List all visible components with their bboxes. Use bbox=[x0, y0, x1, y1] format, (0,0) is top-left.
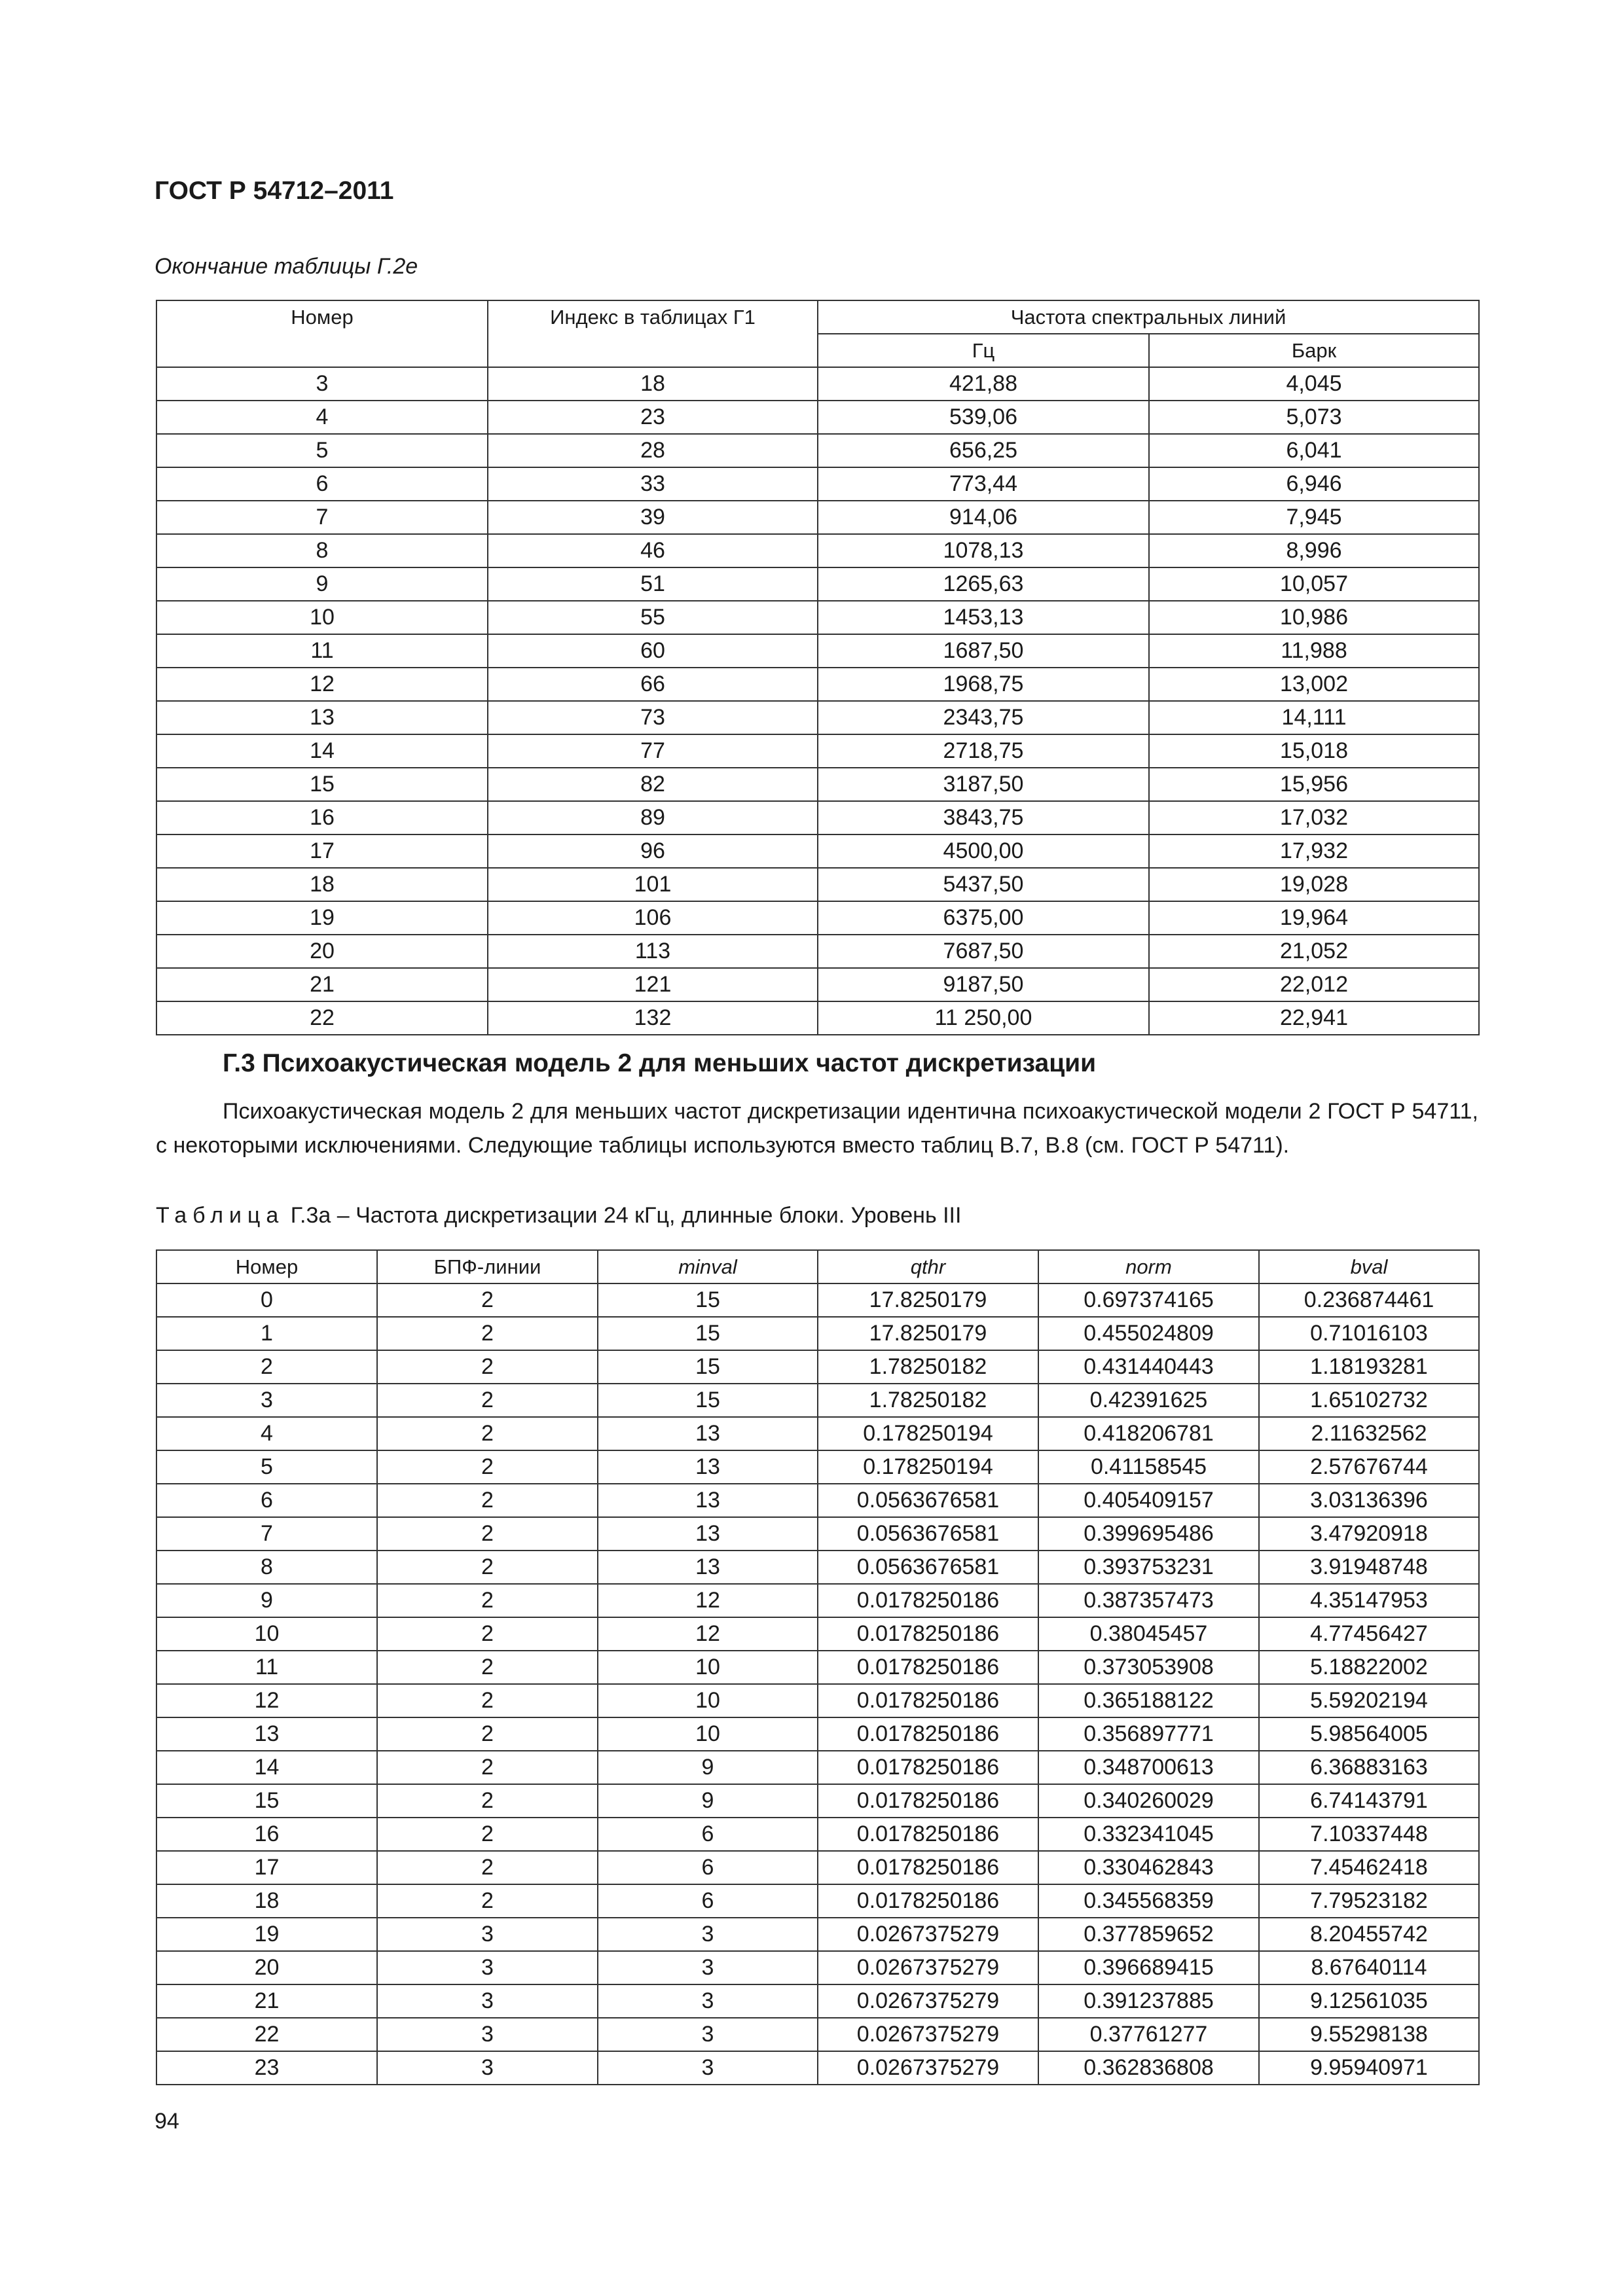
table-cell: 5.59202194 bbox=[1259, 1684, 1479, 1717]
table-cell: 73 bbox=[488, 701, 818, 734]
table-cell: 0.0563676581 bbox=[818, 1484, 1038, 1517]
table-cell: 77 bbox=[488, 734, 818, 768]
table-cell: 12 bbox=[156, 668, 488, 701]
table-cell: 9 bbox=[598, 1751, 818, 1784]
table-cell: 13 bbox=[598, 1450, 818, 1484]
table-cell: 1 bbox=[156, 1317, 377, 1350]
table-cell: 0.0563676581 bbox=[818, 1551, 1038, 1584]
table-cell: 1.65102732 bbox=[1259, 1384, 1479, 1417]
table-cell: 0.348700613 bbox=[1038, 1751, 1259, 1784]
table-cell: 5.98564005 bbox=[1259, 1717, 1479, 1751]
table-cell: 8 bbox=[156, 534, 488, 567]
table-row bbox=[156, 1317, 1479, 1350]
table-row bbox=[156, 801, 1479, 834]
table-continuation-label: Окончание таблицы Г.2е bbox=[155, 254, 418, 279]
document-id: ГОСТ Р 54712–2011 bbox=[155, 177, 394, 205]
table-cell: 17.8250179 bbox=[818, 1283, 1038, 1317]
table-cell: 13 bbox=[598, 1484, 818, 1517]
table-cell: 3.47920918 bbox=[1259, 1517, 1479, 1551]
table-cell: 4.35147953 bbox=[1259, 1584, 1479, 1617]
table-row bbox=[156, 701, 1479, 734]
table-cell: 7,945 bbox=[1149, 501, 1479, 534]
table-cell: 3 bbox=[598, 1918, 818, 1951]
table-row bbox=[156, 1951, 1479, 1984]
table-cell: 1.78250182 bbox=[818, 1350, 1038, 1384]
table-row bbox=[156, 1717, 1479, 1751]
table-cell: 14 bbox=[156, 1751, 377, 1784]
table-cell: 3 bbox=[377, 2051, 598, 2085]
table-cell: 2 bbox=[377, 1751, 598, 1784]
table-cell: 17.8250179 bbox=[818, 1317, 1038, 1350]
table-cell: 21,052 bbox=[1149, 935, 1479, 968]
table-row bbox=[156, 1818, 1479, 1851]
table-cell: 0.0267375279 bbox=[818, 2051, 1038, 2085]
table-cell: 7.45462418 bbox=[1259, 1851, 1479, 1884]
table-cell: 121 bbox=[488, 968, 818, 1001]
col-number: Номер bbox=[156, 300, 488, 367]
table-cell: 3 bbox=[377, 1918, 598, 1951]
table-cell: 132 bbox=[488, 1001, 818, 1035]
table-row bbox=[156, 1884, 1479, 1918]
table-cell: 10,986 bbox=[1149, 601, 1479, 634]
table-cell: 10 bbox=[156, 1617, 377, 1651]
table-cell: 2 bbox=[377, 1584, 598, 1617]
table-cell: 3 bbox=[377, 2018, 598, 2051]
table-row bbox=[156, 1984, 1479, 2018]
table-cell: 2 bbox=[377, 1784, 598, 1818]
table-cell: 0.0178250186 bbox=[818, 1584, 1038, 1617]
table-cell: 2 bbox=[377, 1317, 598, 1350]
table-row bbox=[156, 1851, 1479, 1884]
table-row bbox=[156, 1350, 1479, 1384]
table-cell: 3 bbox=[598, 1984, 818, 2018]
table-caption bbox=[156, 1203, 961, 1229]
table-row bbox=[156, 1684, 1479, 1717]
table-cell: 8 bbox=[156, 1551, 377, 1584]
table-cell: 11 250,00 bbox=[818, 1001, 1149, 1035]
table-cell: 33 bbox=[488, 467, 818, 501]
col-freq-group: Частота спектральных линий bbox=[818, 300, 1479, 334]
table-cell: 51 bbox=[488, 567, 818, 601]
table-cell: 9.55298138 bbox=[1259, 2018, 1479, 2051]
col-index: Индекс в таблицах Г1 bbox=[488, 300, 818, 367]
table-cell: 22 bbox=[156, 1001, 488, 1035]
table-row bbox=[156, 401, 1479, 434]
table-cell: 17,032 bbox=[1149, 801, 1479, 834]
table-row bbox=[156, 1551, 1479, 1584]
table-cell: 12 bbox=[598, 1617, 818, 1651]
table-cell: 5 bbox=[156, 434, 488, 467]
table-cell: 0.431440443 bbox=[1038, 1350, 1259, 1384]
table-cell: 18 bbox=[488, 367, 818, 401]
table-cell: 2343,75 bbox=[818, 701, 1149, 734]
table-cell: 0.418206781 bbox=[1038, 1417, 1259, 1450]
table-cell: 0.340260029 bbox=[1038, 1784, 1259, 1818]
col-bark: Барк bbox=[1149, 334, 1479, 367]
table-cell: 22,012 bbox=[1149, 968, 1479, 1001]
table-cell: 23 bbox=[156, 2051, 377, 2085]
table-cell: 15,018 bbox=[1149, 734, 1479, 768]
table-cell: 0.0178250186 bbox=[818, 1884, 1038, 1918]
table-cell: 6 bbox=[156, 467, 488, 501]
table-row bbox=[156, 601, 1479, 634]
col-bval: bval bbox=[1259, 1250, 1479, 1283]
table-cell: 12 bbox=[156, 1684, 377, 1717]
table-cell: 1.78250182 bbox=[818, 1384, 1038, 1417]
table-cell: 4,045 bbox=[1149, 367, 1479, 401]
table-cell: 46 bbox=[488, 534, 818, 567]
table-cell: 0.38045457 bbox=[1038, 1617, 1259, 1651]
table-cell: 5.18822002 bbox=[1259, 1651, 1479, 1684]
table-row bbox=[156, 1584, 1479, 1617]
table-cell: 13 bbox=[598, 1417, 818, 1450]
table-row bbox=[156, 868, 1479, 901]
table-cell: 0.399695486 bbox=[1038, 1517, 1259, 1551]
table-cell: 1265,63 bbox=[818, 567, 1149, 601]
table-cell: 0.356897771 bbox=[1038, 1717, 1259, 1751]
table-cell: 6 bbox=[598, 1884, 818, 1918]
table-row bbox=[156, 734, 1479, 768]
table-cell: 18 bbox=[156, 1884, 377, 1918]
table-cell: 1687,50 bbox=[818, 634, 1149, 668]
table-cell: 21 bbox=[156, 1984, 377, 2018]
table-cell: 22,941 bbox=[1149, 1001, 1479, 1035]
table-cell: 4 bbox=[156, 401, 488, 434]
table-cell: 6,946 bbox=[1149, 467, 1479, 501]
table-row bbox=[156, 567, 1479, 601]
table-cell: 2 bbox=[377, 1484, 598, 1517]
col-qthr: qthr bbox=[818, 1250, 1038, 1283]
col-fft-lines: БПФ-линии bbox=[377, 1250, 598, 1283]
table-cell: 7.79523182 bbox=[1259, 1884, 1479, 1918]
table-row bbox=[156, 2018, 1479, 2051]
table-cell: 0.362836808 bbox=[1038, 2051, 1259, 2085]
table-cell: 8.67640114 bbox=[1259, 1951, 1479, 1984]
table-cell: 1968,75 bbox=[818, 668, 1149, 701]
table-cell: 2.57676744 bbox=[1259, 1450, 1479, 1484]
table-cell: 19 bbox=[156, 901, 488, 935]
table-cell: 0.697374165 bbox=[1038, 1283, 1259, 1317]
table-cell: 82 bbox=[488, 768, 818, 801]
table-cell: 28 bbox=[488, 434, 818, 467]
table-row bbox=[156, 2051, 1479, 2085]
table-cell: 2 bbox=[377, 1517, 598, 1551]
table-cell: 6 bbox=[598, 1818, 818, 1851]
table-cell: 2 bbox=[377, 1651, 598, 1684]
table-cell: 12 bbox=[598, 1584, 818, 1617]
table-row bbox=[156, 1517, 1479, 1551]
psychoacoustic-body bbox=[156, 1283, 1479, 2085]
table-row bbox=[156, 634, 1479, 668]
table-cell: 106 bbox=[488, 901, 818, 935]
table-cell: 17 bbox=[156, 1851, 377, 1884]
table-cell: 23 bbox=[488, 401, 818, 434]
table-cell: 3 bbox=[377, 1984, 598, 2018]
table-cell: 2 bbox=[377, 1283, 598, 1317]
table-cell: 22 bbox=[156, 2018, 377, 2051]
table-row bbox=[156, 834, 1479, 868]
table-cell: 3 bbox=[156, 367, 488, 401]
table-cell: 0 bbox=[156, 1283, 377, 1317]
table-cell: 13 bbox=[598, 1517, 818, 1551]
table-cell: 0.41158545 bbox=[1038, 1450, 1259, 1484]
table-cell: 60 bbox=[488, 634, 818, 668]
page-number: 94 bbox=[155, 2109, 179, 2134]
table-row bbox=[156, 1617, 1479, 1651]
table-cell: 15 bbox=[156, 768, 488, 801]
table-row bbox=[156, 1484, 1479, 1517]
table-cell: 6375,00 bbox=[818, 901, 1149, 935]
table-cell: 2 bbox=[377, 1851, 598, 1884]
table-cell: 10 bbox=[598, 1684, 818, 1717]
table-cell: 5437,50 bbox=[818, 868, 1149, 901]
table-cell: 2 bbox=[377, 1617, 598, 1651]
table-cell: 10,057 bbox=[1149, 567, 1479, 601]
table-cell: 0.236874461 bbox=[1259, 1283, 1479, 1317]
table-cell: 3843,75 bbox=[818, 801, 1149, 834]
table-row bbox=[156, 935, 1479, 968]
table-cell: 15,956 bbox=[1149, 768, 1479, 801]
table-cell: 13,002 bbox=[1149, 668, 1479, 701]
col-minval: minval bbox=[598, 1250, 818, 1283]
table-cell: 3187,50 bbox=[818, 768, 1149, 801]
table-cell: 0.0563676581 bbox=[818, 1517, 1038, 1551]
table-cell: 8.20455742 bbox=[1259, 1918, 1479, 1951]
table-cell: 13 bbox=[598, 1551, 818, 1584]
table-row bbox=[156, 367, 1479, 401]
table-cell: 0.332341045 bbox=[1038, 1818, 1259, 1851]
table-cell: 10 bbox=[598, 1651, 818, 1684]
psychoacoustic-table bbox=[156, 1249, 1480, 2085]
table-cell: 9.12561035 bbox=[1259, 1984, 1479, 2018]
table-cell: 4 bbox=[156, 1417, 377, 1450]
table-cell: 0.373053908 bbox=[1038, 1651, 1259, 1684]
table-cell: 0.0178250186 bbox=[818, 1751, 1038, 1784]
table-cell: 0.0178250186 bbox=[818, 1717, 1038, 1751]
table-cell: 6 bbox=[156, 1484, 377, 1517]
table-cell: 0.0178250186 bbox=[818, 1784, 1038, 1818]
table-cell: 2 bbox=[377, 1551, 598, 1584]
table-cell: 7 bbox=[156, 1517, 377, 1551]
table-cell: 101 bbox=[488, 868, 818, 901]
table-cell: 16 bbox=[156, 801, 488, 834]
table-cell: 5,073 bbox=[1149, 401, 1479, 434]
table-cell: 3 bbox=[377, 1951, 598, 1984]
table-row bbox=[156, 901, 1479, 935]
table-cell: 0.377859652 bbox=[1038, 1918, 1259, 1951]
table-row bbox=[156, 1417, 1479, 1450]
table-cell: 7 bbox=[156, 501, 488, 534]
table-cell: 0.345568359 bbox=[1038, 1884, 1259, 1918]
table-cell: 6.36883163 bbox=[1259, 1751, 1479, 1784]
table-cell: 656,25 bbox=[818, 434, 1149, 467]
table-cell: 2718,75 bbox=[818, 734, 1149, 768]
table-cell: 7.10337448 bbox=[1259, 1818, 1479, 1851]
table-cell: 14 bbox=[156, 734, 488, 768]
table-cell: 9187,50 bbox=[818, 968, 1149, 1001]
table-cell: 0.387357473 bbox=[1038, 1584, 1259, 1617]
table-cell: 89 bbox=[488, 801, 818, 834]
table-cell: 96 bbox=[488, 834, 818, 868]
table-cell: 113 bbox=[488, 935, 818, 968]
spectral-lines-table bbox=[156, 300, 1480, 1035]
table-cell: 0.405409157 bbox=[1038, 1484, 1259, 1517]
table-cell: 1078,13 bbox=[818, 534, 1149, 567]
table-row bbox=[156, 501, 1479, 534]
table-cell: 15 bbox=[598, 1317, 818, 1350]
col-number: Номер bbox=[156, 1250, 377, 1283]
table-cell: 0.0267375279 bbox=[818, 1951, 1038, 1984]
table-cell: 2 bbox=[377, 1684, 598, 1717]
section-title: Г.3 Психоакустическая модель 2 для меньших частот дискретизации bbox=[223, 1049, 1097, 1077]
table-cell: 9.95940971 bbox=[1259, 2051, 1479, 2085]
table-cell: 15 bbox=[598, 1384, 818, 1417]
table-cell: 2 bbox=[377, 1818, 598, 1851]
table-cell: 20 bbox=[156, 935, 488, 968]
table-cell: 0.178250194 bbox=[818, 1450, 1038, 1484]
table-cell: 15 bbox=[598, 1350, 818, 1384]
table-cell: 2.11632562 bbox=[1259, 1417, 1479, 1450]
table-cell: 0.330462843 bbox=[1038, 1851, 1259, 1884]
table-cell: 421,88 bbox=[818, 367, 1149, 401]
table-cell: 2 bbox=[377, 1417, 598, 1450]
table-cell: 2 bbox=[377, 1350, 598, 1384]
table-cell: 0.37761277 bbox=[1038, 2018, 1259, 2051]
table-cell: 4.77456427 bbox=[1259, 1617, 1479, 1651]
table-cell: 20 bbox=[156, 1951, 377, 1984]
table-cell: 9 bbox=[598, 1784, 818, 1818]
table-cell: 0.455024809 bbox=[1038, 1317, 1259, 1350]
table-cell: 14,111 bbox=[1149, 701, 1479, 734]
table-cell: 21 bbox=[156, 968, 488, 1001]
table-cell: 7687,50 bbox=[818, 935, 1149, 968]
table-cell: 39 bbox=[488, 501, 818, 534]
table-row bbox=[156, 1001, 1479, 1035]
table-cell: 10 bbox=[156, 601, 488, 634]
table-row bbox=[156, 968, 1479, 1001]
table-cell: 1453,13 bbox=[818, 601, 1149, 634]
table-cell: 16 bbox=[156, 1818, 377, 1851]
table-cell: 2 bbox=[156, 1350, 377, 1384]
table-row bbox=[156, 668, 1479, 701]
table-cell: 17 bbox=[156, 834, 488, 868]
table-cell: 9 bbox=[156, 1584, 377, 1617]
table-cell: 0.393753231 bbox=[1038, 1551, 1259, 1584]
table-row bbox=[156, 534, 1479, 567]
table-cell: 0.0178250186 bbox=[818, 1818, 1038, 1851]
table-cell: 2 bbox=[377, 1717, 598, 1751]
table-cell: 0.0178250186 bbox=[818, 1651, 1038, 1684]
table-cell: 0.396689415 bbox=[1038, 1951, 1259, 1984]
table-row bbox=[156, 1918, 1479, 1951]
table-row bbox=[156, 1450, 1479, 1484]
col-hz: Гц bbox=[818, 334, 1149, 367]
table-cell: 0.0267375279 bbox=[818, 1918, 1038, 1951]
table-caption-label: Таблица bbox=[156, 1203, 285, 1228]
table-cell: 19,964 bbox=[1149, 901, 1479, 935]
table-cell: 6 bbox=[598, 1851, 818, 1884]
table-cell: 0.178250194 bbox=[818, 1417, 1038, 1450]
table-cell: 6,041 bbox=[1149, 434, 1479, 467]
table-cell: 11 bbox=[156, 1651, 377, 1684]
table-cell: 19 bbox=[156, 1918, 377, 1951]
table-cell: 0.0267375279 bbox=[818, 2018, 1038, 2051]
table-cell: 55 bbox=[488, 601, 818, 634]
table-row bbox=[156, 1283, 1479, 1317]
table-cell: 3 bbox=[598, 2018, 818, 2051]
table-row bbox=[156, 1651, 1479, 1684]
col-norm: norm bbox=[1038, 1250, 1259, 1283]
table-cell: 773,44 bbox=[818, 467, 1149, 501]
table-cell: 13 bbox=[156, 701, 488, 734]
table-cell: 539,06 bbox=[818, 401, 1149, 434]
table-cell: 10 bbox=[598, 1717, 818, 1751]
table-cell: 0.0178250186 bbox=[818, 1684, 1038, 1717]
table-cell: 1.18193281 bbox=[1259, 1350, 1479, 1384]
table-cell: 0.42391625 bbox=[1038, 1384, 1259, 1417]
table-cell: 0.71016103 bbox=[1259, 1317, 1479, 1350]
section-paragraph: Психоакустическая модель 2 для меньших частот дискретизации идентична психоакустической модели 2 ГОСТ Р 54711, с некоторыми исключениями. Следующие таблицы используются вместо таблиц В.7, В.8 (см. ГОСТ Р 54711). bbox=[156, 1099, 1478, 1158]
table-cell: 3.91948748 bbox=[1259, 1551, 1479, 1584]
table-cell: 15 bbox=[156, 1784, 377, 1818]
table-cell: 0.365188122 bbox=[1038, 1684, 1259, 1717]
table-row bbox=[156, 1384, 1479, 1417]
table-row bbox=[156, 467, 1479, 501]
table-cell: 2 bbox=[377, 1384, 598, 1417]
table-cell: 0.0178250186 bbox=[818, 1851, 1038, 1884]
table-cell: 3 bbox=[598, 2051, 818, 2085]
table-cell: 11 bbox=[156, 634, 488, 668]
table-caption-text: Г.3а – Частота дискретизации 24 кГц, длинные блоки. Уровень III bbox=[284, 1203, 962, 1228]
table-cell: 0.391237885 bbox=[1038, 1984, 1259, 2018]
table-cell: 15 bbox=[598, 1283, 818, 1317]
table-cell: 2 bbox=[377, 1884, 598, 1918]
table-cell: 66 bbox=[488, 668, 818, 701]
table-cell: 0.0178250186 bbox=[818, 1617, 1038, 1651]
table-row bbox=[156, 1751, 1479, 1784]
table-cell: 9 bbox=[156, 567, 488, 601]
table-cell: 11,988 bbox=[1149, 634, 1479, 668]
table-cell: 17,932 bbox=[1149, 834, 1479, 868]
table-cell: 5 bbox=[156, 1450, 377, 1484]
table-cell: 19,028 bbox=[1149, 868, 1479, 901]
table-cell: 6.74143791 bbox=[1259, 1784, 1479, 1818]
table-cell: 914,06 bbox=[818, 501, 1149, 534]
table-row bbox=[156, 1784, 1479, 1818]
table-cell: 3 bbox=[598, 1951, 818, 1984]
spectral-lines-body bbox=[156, 367, 1479, 1035]
table-cell: 3.03136396 bbox=[1259, 1484, 1479, 1517]
table-cell: 0.0267375279 bbox=[818, 1984, 1038, 2018]
table-cell: 2 bbox=[377, 1450, 598, 1484]
table-cell: 13 bbox=[156, 1717, 377, 1751]
table-cell: 4500,00 bbox=[818, 834, 1149, 868]
table-cell: 18 bbox=[156, 868, 488, 901]
table-row bbox=[156, 434, 1479, 467]
table-cell: 8,996 bbox=[1149, 534, 1479, 567]
table-cell: 3 bbox=[156, 1384, 377, 1417]
table-row bbox=[156, 768, 1479, 801]
